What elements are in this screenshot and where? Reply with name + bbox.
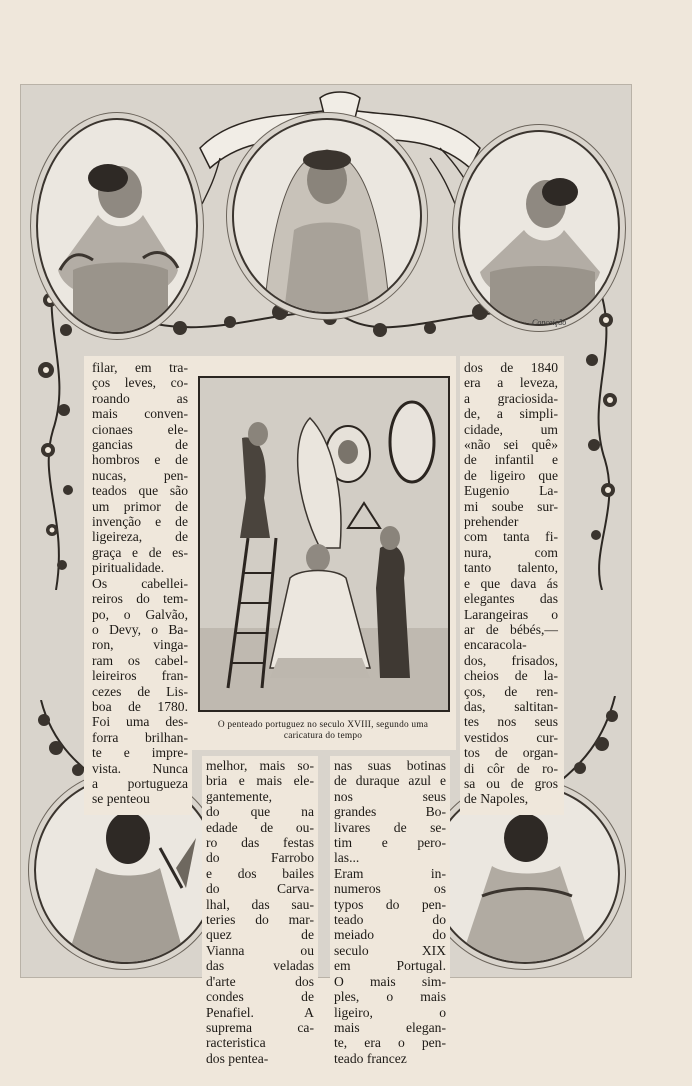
text-line: cidade, um — [464, 421, 558, 437]
text-line: suprema ca- — [206, 1019, 314, 1035]
text-line: ram os cabel- — [92, 652, 188, 668]
text-line: nura, com — [464, 544, 558, 560]
text-line: forra brilhan- — [92, 729, 188, 745]
text-line: mais elegan- — [334, 1019, 446, 1035]
text-line: melhor, mais so- — [206, 758, 314, 773]
text-line: nucas, pen- — [92, 467, 188, 483]
text-line: e dos bailes — [206, 865, 314, 881]
text-line: do Carva- — [206, 881, 314, 897]
text-line: grandes Bo- — [334, 804, 446, 820]
text-line: reiros do tem- — [92, 591, 188, 607]
text-line: boa de 1780. — [92, 698, 188, 714]
text-line: piritualidade. — [92, 560, 165, 576]
text-line: ar de bébés,— — [464, 621, 558, 637]
text-line: ços, de ren- — [464, 683, 558, 699]
text-line: filar, em tra- — [92, 360, 188, 375]
text-line: tanto talento, — [464, 560, 558, 576]
hairdressing-scene-illustration — [200, 378, 448, 710]
text-line: se penteou — [92, 791, 150, 807]
text-line: tes nos seus — [464, 714, 558, 730]
text-line: teados que são — [92, 483, 188, 499]
text-line: ligeireza, de — [92, 529, 188, 545]
text-line: graça e de es- — [92, 544, 188, 560]
figure-box — [190, 356, 456, 750]
text-line: cionaes ele- — [92, 421, 188, 437]
text-line: dos pentea- — [206, 1050, 269, 1066]
text-line: teries do mar- — [206, 912, 314, 928]
text-line: de Napoles, — [464, 791, 529, 807]
text-line: mi soube sur- — [464, 498, 558, 514]
portrait-medallion-top-center — [232, 118, 422, 314]
text-line: edade de ou- — [206, 819, 314, 835]
text-line: O mais sim- — [334, 973, 446, 989]
veiled-lady-illustration — [234, 120, 420, 312]
text-line: do Farrobo — [206, 850, 314, 866]
text-line: com tanta fi- — [464, 529, 558, 545]
text-line: Eugenio La- — [464, 483, 558, 499]
text-line: te e impre- — [92, 745, 188, 761]
figure-caption — [190, 720, 456, 742]
text-line: Foi uma des- — [92, 714, 188, 730]
text-line: cezes de Lis- — [92, 683, 188, 699]
text-line: nas suas botinas — [334, 758, 446, 773]
text-line: tim e pero- — [334, 835, 446, 851]
text-column-right — [460, 356, 564, 815]
artist-signature: Conceição — [532, 318, 567, 327]
text-line: ples, o mais — [334, 989, 446, 1005]
text-line: tos de organ- — [464, 745, 558, 761]
text-line: de infantil e — [464, 452, 558, 468]
text-line: dos, frisados, — [464, 652, 558, 668]
text-line: a portugueza — [92, 775, 188, 791]
text-line: vestidos cur- — [464, 729, 558, 745]
text-line: condes de — [206, 989, 314, 1005]
text-line: racteristica — [206, 1035, 266, 1051]
text-line: invenção e de — [92, 514, 188, 530]
text-line: nos seus — [334, 788, 446, 804]
text-line: a graciosida- — [464, 390, 558, 406]
text-line: elegantes das — [464, 591, 558, 607]
text-line: Vianna ou — [206, 942, 314, 958]
text-line: prehender — [464, 514, 519, 530]
text-line: bria e mais ele- — [206, 773, 314, 789]
text-line: de duraque azul e — [334, 773, 446, 789]
text-line: d'arte dos — [206, 973, 314, 989]
text-line: lhal, das sau- — [206, 896, 314, 912]
text-line: quez de — [206, 927, 314, 943]
text-column-left — [84, 356, 192, 815]
text-line: gantemente, — [206, 788, 273, 804]
lady-profile-illustration — [460, 132, 618, 324]
text-line: ro das festas — [206, 835, 314, 851]
caption-line-1: O penteado portuguez no seculo XVIII, segundo uma — [217, 720, 429, 730]
text-line: numeros os — [334, 881, 446, 897]
text-line: um primor de — [92, 498, 188, 514]
text-line: las... — [334, 850, 360, 866]
text-line: meiado do — [334, 927, 446, 943]
text-line: di côr de ro- — [464, 760, 558, 776]
floral-vine-right — [570, 290, 630, 590]
text-line: ços leves, co- — [92, 375, 188, 391]
text-line: roando as — [92, 390, 188, 406]
text-line: teado do — [334, 912, 446, 928]
text-line: vista. Nunca — [92, 760, 188, 776]
text-line: em Portugal. — [334, 958, 446, 974]
text-line: Larangeiras o — [464, 606, 558, 622]
text-line: teado francez — [334, 1050, 407, 1066]
text-line: de ligeiro que — [464, 467, 558, 483]
caricature-engraving — [198, 376, 450, 712]
text-line: po, o Galvão, — [92, 606, 188, 622]
text-line: de, a simpli- — [464, 406, 558, 422]
text-line: Os cabellei- — [92, 575, 188, 591]
text-line: ligeiro, o — [334, 1004, 446, 1020]
text-line: cheios de la- — [464, 668, 558, 684]
text-line: ron, vinga- — [92, 637, 188, 653]
portrait-medallion-top-left — [36, 118, 198, 334]
text-line: typos do pen- — [334, 896, 446, 912]
text-line: sa ou de gros — [464, 775, 558, 791]
text-line: dos de 1840 — [464, 360, 558, 375]
text-column-center-1 — [202, 756, 318, 1072]
text-line: livares de se- — [334, 819, 446, 835]
text-line: te, era o pen- — [334, 1035, 446, 1051]
text-line: mais conven- — [92, 406, 188, 422]
portrait-medallion-top-right — [458, 130, 620, 326]
text-line: leireiros fran- — [92, 668, 188, 684]
text-line: encaracola- — [464, 637, 527, 653]
text-column-center-2 — [330, 756, 450, 1072]
text-line: hombros e de — [92, 452, 188, 468]
lady-portrait-illustration — [38, 120, 196, 332]
caption-line-2: caricatura do tempo — [283, 731, 363, 741]
text-line: das, saltitan- — [464, 698, 558, 714]
text-line: «não sei quê» — [464, 437, 558, 453]
text-line: seculo XIX — [334, 942, 446, 958]
text-line: gancias de — [92, 437, 188, 453]
text-line: Eram in- — [334, 865, 446, 881]
text-line: do que na — [206, 804, 314, 820]
text-line: e que dava ás — [464, 575, 558, 591]
text-line: o Devy, o Ba- — [92, 621, 188, 637]
text-line: era a leveza, — [464, 375, 558, 391]
text-line: Penafiel. A — [206, 1004, 314, 1020]
text-line: das veladas — [206, 958, 314, 974]
